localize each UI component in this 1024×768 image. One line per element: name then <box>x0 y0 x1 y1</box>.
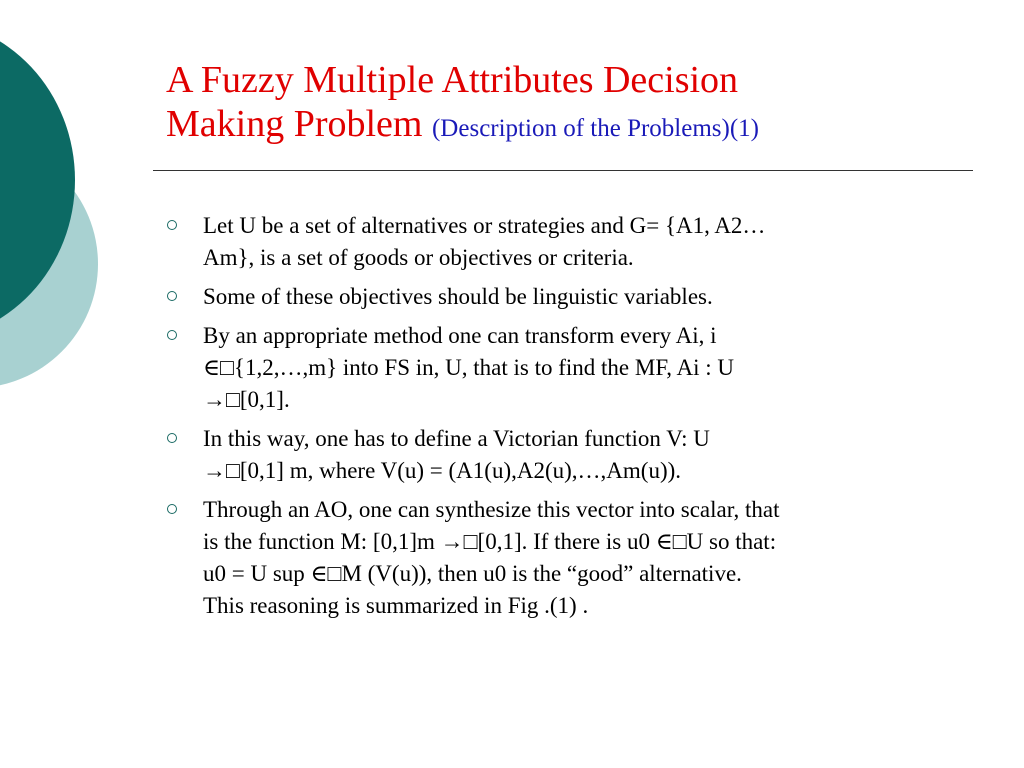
title-divider <box>153 170 973 171</box>
bullet-text-line: Let U be a set of alternatives or strategies and G= {A1, A2… <box>203 213 766 238</box>
bullet-text-line: This reasoning is summarized in Fig .(1) . <box>203 593 589 618</box>
bullet-text-line: is the function M: [0,1]m →□[0,1]. If there is u0 ∈□U so that: <box>203 529 777 554</box>
bullet-text-line: u0 = U sup ∈□M (V(u)), then u0 is the “good” alternative. <box>203 561 742 586</box>
bullet-circle-icon <box>167 330 177 340</box>
bullet-text-line: In this way, one has to define a Victorian function V: U <box>203 426 710 451</box>
slide-title <box>166 58 986 151</box>
title-subtitle: (Description of the Problems)(1) <box>431 115 759 142</box>
bullet-text-line: Some of these objectives should be linguistic variables. <box>203 284 713 309</box>
bullet-item <box>166 423 966 487</box>
bullet-item <box>166 320 966 416</box>
bullet-text-line: →□[0,1] m, where V(u) = (A1(u),A2(u),…,Am(u)). <box>203 458 682 483</box>
title-line-2: Making Problem <box>166 103 423 145</box>
bullet-text-line: ∈□{1,2,…,m} into FS in, U, that is to find the MF, Ai : U <box>203 355 734 380</box>
bullet-text-line: Am}, is a set of goods or objectives or criteria. <box>203 245 634 270</box>
bullet-circle-icon <box>167 504 177 514</box>
bullet-item <box>166 281 966 313</box>
bullet-circle-icon <box>167 433 177 443</box>
bullet-circle-icon <box>167 220 177 230</box>
bullet-item <box>166 210 966 274</box>
bullet-item <box>166 494 966 622</box>
bullet-text-line: Through an AO, one can synthesize this vector into scalar, that <box>203 497 780 522</box>
bullet-text-line: →□[0,1]. <box>203 387 290 412</box>
bullet-circle-icon <box>167 291 177 301</box>
bullet-list <box>166 210 966 629</box>
title-line-1: A Fuzzy Multiple Attributes Decision <box>166 59 739 101</box>
bullet-text-line: By an appropriate method one can transform every Ai, i <box>203 323 717 348</box>
